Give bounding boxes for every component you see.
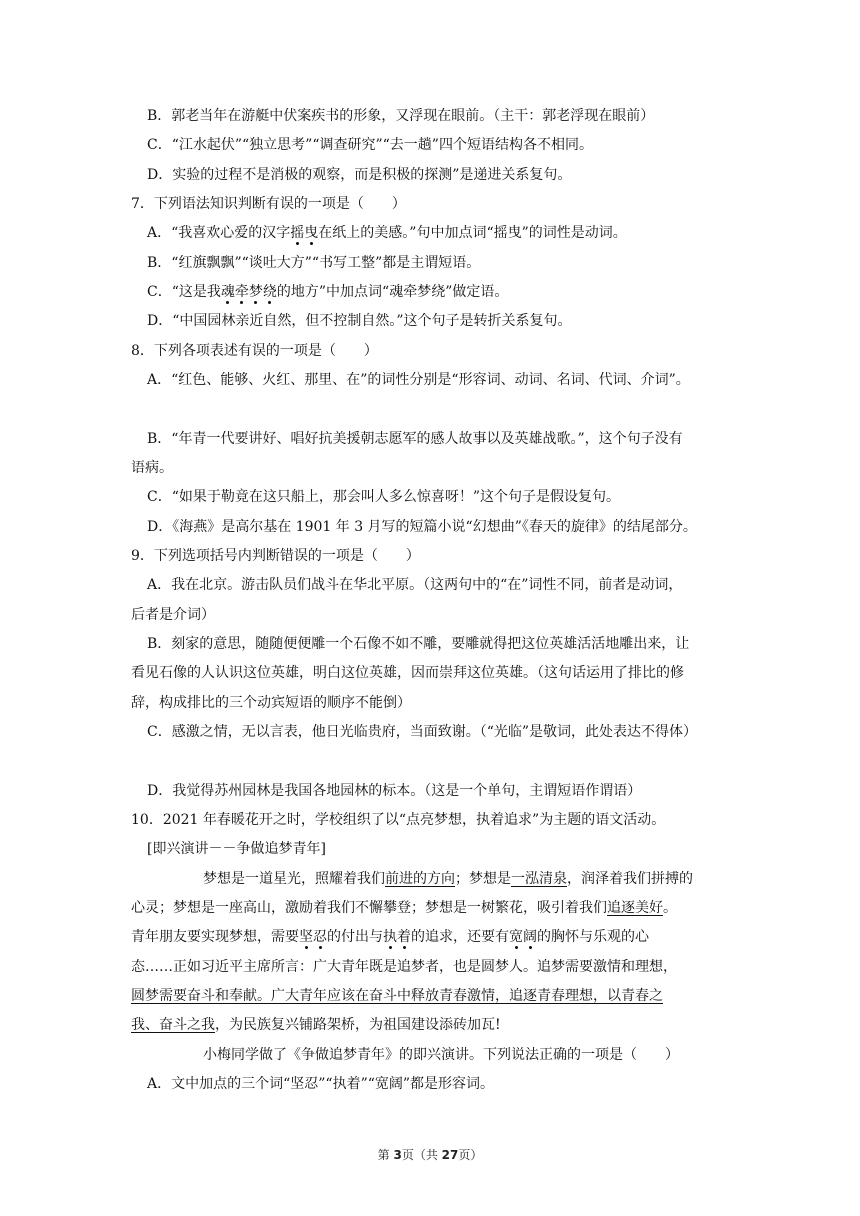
footer-text: 第 (377, 1148, 394, 1162)
dotted-char: 魂 (220, 284, 235, 300)
q7-option-b: B．“红旗飘飘”“谈吐大方”“书写工整”都是主谓短语。 (147, 255, 481, 271)
speech-line-5 (131, 986, 663, 1006)
q6-option-d: D．实验的过程不是消极的观察，而是积极的探测”是递进关系复句。 (147, 167, 572, 183)
dotted-char: 执 (383, 929, 397, 945)
dotted-char: 坚 (299, 929, 313, 945)
q7-option-c (147, 282, 508, 302)
q9-option-b-line3: 辞，构成排比的三个动宾短语的顺序不能倒） (131, 695, 411, 711)
speech-line-3 (131, 927, 649, 947)
underlined-text: 追逐美好 (607, 900, 663, 916)
q10-option-a: A．文中加点的三个词“坚忍”“执着”“宽阔”都是形容词。 (147, 1076, 495, 1092)
q10-speech-tag: [即兴演讲－－争做追梦青年] (147, 841, 326, 857)
speech-text: 的胸怀与乐观的心 (537, 929, 649, 945)
q7-option-d: D．“中国园林亲近自然，但不控制自然。”这个句子是转折关系复句。 (147, 313, 572, 329)
q9-option-b-line1: B．刻家的意思，随随便便雕一个石像不如不雕，要雕就得把这位英雄活活地雕出来，让 (147, 636, 690, 652)
q8-option-b-line2: 语病。 (131, 460, 173, 476)
underlined-text: 前进的方向 (385, 871, 455, 887)
dotted-char: 曳 (304, 225, 319, 241)
q8-option-c: C．“如果于勒竟在这只船上，那会叫人多么惊喜呀！”这个句子是假设复句。 (147, 489, 621, 505)
q8-option-d: D．《海燕》是高尔基在 1901 年 3 月写的短篇小说“幻想曲”《春天的旋律》的结尾部分。 (147, 519, 697, 535)
dotted-char: 着 (397, 929, 411, 945)
underlined-text: 追逐青春理想 (509, 988, 593, 1004)
question-9: 9．下列选项括号内判断错误的一项是（ ） (131, 548, 420, 564)
speech-line-6 (131, 1015, 501, 1035)
q6-option-b: B．郭老当年在游艇中伏案疾书的形象，又浮现在眼前。（主干：郭老浮现在眼前） (147, 108, 655, 124)
underlined-text: 一泓清泉 (511, 871, 567, 887)
q8-option-b-line1: B．“年青一代要讲好、唱好抗美援朝志愿军的感人故事以及英雄战歌。”，这个句子没有 (147, 431, 683, 447)
speech-text: 梦想是一道星光，照耀着我们 (203, 871, 385, 887)
q9-option-d: D．我觉得苏州园林是我国各地园林的标本。（这是一个单句，主谓短语作谓语） (147, 783, 642, 799)
dotted-char: 阔 (523, 929, 537, 945)
q9-option-a-line2: 后者是介词） (131, 607, 215, 623)
q7a-text-pre: A．“我喜欢心爱的汉字 (147, 225, 291, 241)
page-footer (0, 1146, 860, 1163)
underlined-text: 圆梦需要奋斗和奉献。 (131, 988, 271, 1004)
speech-text: ，润泽着我们拼搏的 (567, 871, 693, 887)
footer-text: 页） (458, 1148, 483, 1162)
speech-text: ，为民族复兴铺路架桥，为祖国建设添砖加瓦! (215, 1017, 501, 1033)
q7a-text-post: 在纸上的美感。”句中加点词“摇曳”的词性是动词。 (318, 225, 627, 241)
speech-text: 青年朋友要实现梦想，需要 (131, 929, 299, 945)
speech-line-4: 态……正如习近平主席所言：广大青年既是追梦者，也是圆梦人。追梦需要激情和理想， (131, 959, 677, 975)
dotted-char: 梦 (248, 284, 263, 300)
q7c-text-post: 的地方”中加点词“魂牵梦绕”做定语。 (276, 284, 509, 300)
speech-line-2 (131, 898, 677, 918)
dotted-char: 绕 (262, 284, 277, 300)
q9-option-b-line2: 看见石像的人认识这位英雄，明白这位英雄，因而崇拜这位英雄。（这句话运用了排比的修 (131, 665, 684, 681)
speech-text: 。 (663, 900, 677, 916)
question-7: 7．下列语法知识判断有误的一项是（ ） (131, 196, 406, 212)
underlined-text: 以青春之 (607, 988, 663, 1004)
q7c-text-pre: C．“这是我 (147, 284, 221, 300)
underlined-text: ， (593, 988, 607, 1004)
speech-text: 的追求，还要有 (411, 929, 509, 945)
underlined-text: 我、奋斗之我 (131, 1017, 215, 1033)
speech-line-1 (203, 869, 693, 889)
dotted-char: 牵 (234, 284, 249, 300)
question-8: 8．下列各项表述有误的一项是（ ） (131, 343, 378, 359)
speech-text: 心灵；梦想是一座高山，激励着我们不懈攀登；梦想是一树繁花，吸引着我们 (131, 900, 607, 916)
q9-option-c: C．感激之情，无以言表，他日光临贵府，当面致谢。（“光临”是敬词，此处表达不得体） (147, 724, 698, 740)
q10-prompt: 小梅同学做了《争做追梦青年》的即兴演讲。下列说法正确的一项是（ ） (203, 1047, 679, 1063)
underlined-text: 广大青年应该在奋斗中释放青春激情， (271, 988, 509, 1004)
speech-text: 的付出与 (327, 929, 383, 945)
q7-option-a (147, 223, 627, 243)
q6-option-c: C．“江水起伏”“独立思考”“调查研究”“去一趟”四个短语结构各不相同。 (147, 137, 593, 153)
dotted-char: 摇 (290, 225, 305, 241)
q9-option-a-line1: A．我在北京。游击队员们战斗在华北平原。（这两句中的“在”词性不同，前者是动词， (147, 577, 683, 593)
q8-option-a: A．“红色、能够、火红、那里、在”的词性分别是“形容词、动词、名词、代词、介词”。 (147, 372, 690, 388)
dotted-char: 忍 (313, 929, 327, 945)
page-total: 27 (441, 1148, 459, 1162)
footer-text: 页（共 (401, 1148, 442, 1162)
speech-text: ；梦想是 (455, 871, 511, 887)
page-number: 3 (393, 1148, 402, 1162)
dotted-char: 宽 (509, 929, 523, 945)
question-10: 10．2021 年春暖花开之时，学校组织了以“点亮梦想，执着追求”为主题的语文活动。 (131, 812, 666, 828)
